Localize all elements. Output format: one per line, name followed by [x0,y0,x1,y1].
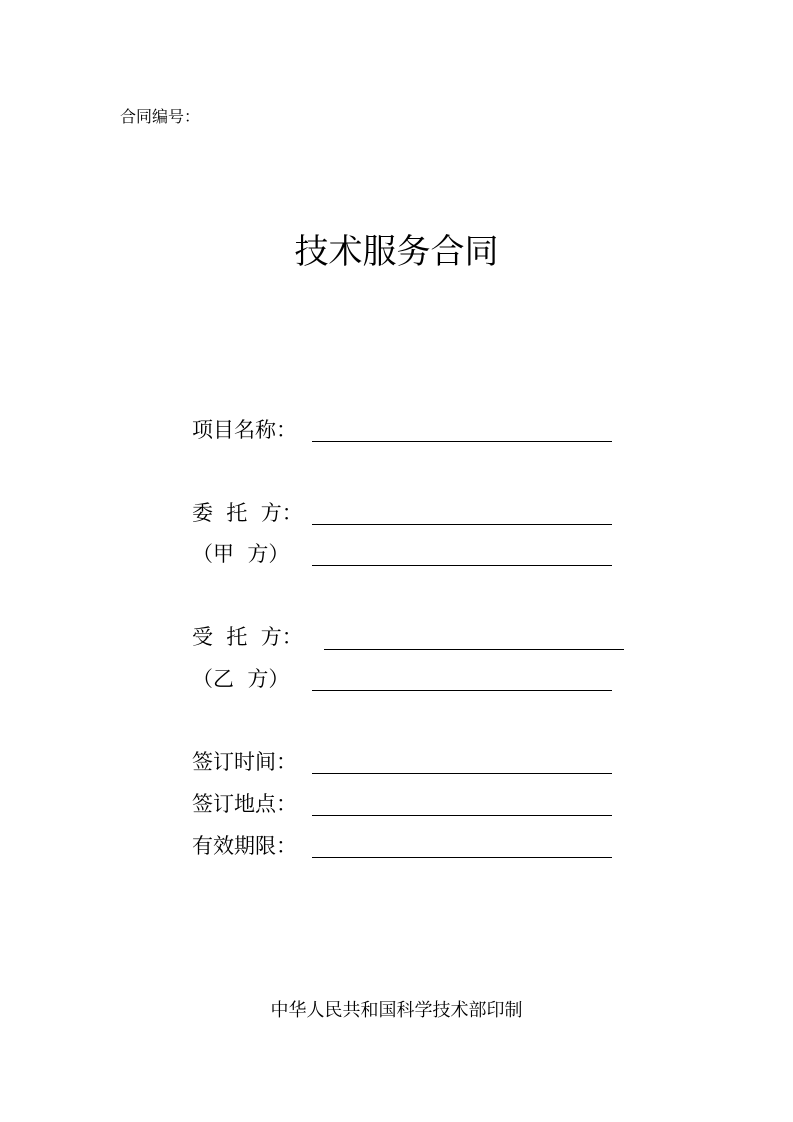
client-label: 委 托 方： [192,501,303,525]
contractor-label: 受 托 方： [192,625,303,649]
signing-date-blank-line [312,773,612,774]
party-a-label: （甲 方） [192,542,290,566]
signing-place-blank-line [312,815,612,816]
signing-date-label: 签订时间： [192,750,297,774]
issuer-footer: 中华人民共和国科学技术部印制 [270,1000,523,1021]
client-blank-line [312,524,612,525]
signing-place-label: 签订地点： [192,792,297,816]
project-name-blank-line [312,441,612,442]
party-b-label: （乙 方） [192,667,290,691]
document-title: 技术服务合同 [294,232,499,272]
contractor-blank-line [324,649,624,650]
party-b-blank-line [312,690,612,691]
contract-number-label: 合同编号： [120,107,201,126]
validity-period-blank-line [312,857,612,858]
project-name-label: 项目名称： [192,418,297,442]
validity-period-label: 有效期限： [192,834,297,858]
party-a-blank-line [312,565,612,566]
